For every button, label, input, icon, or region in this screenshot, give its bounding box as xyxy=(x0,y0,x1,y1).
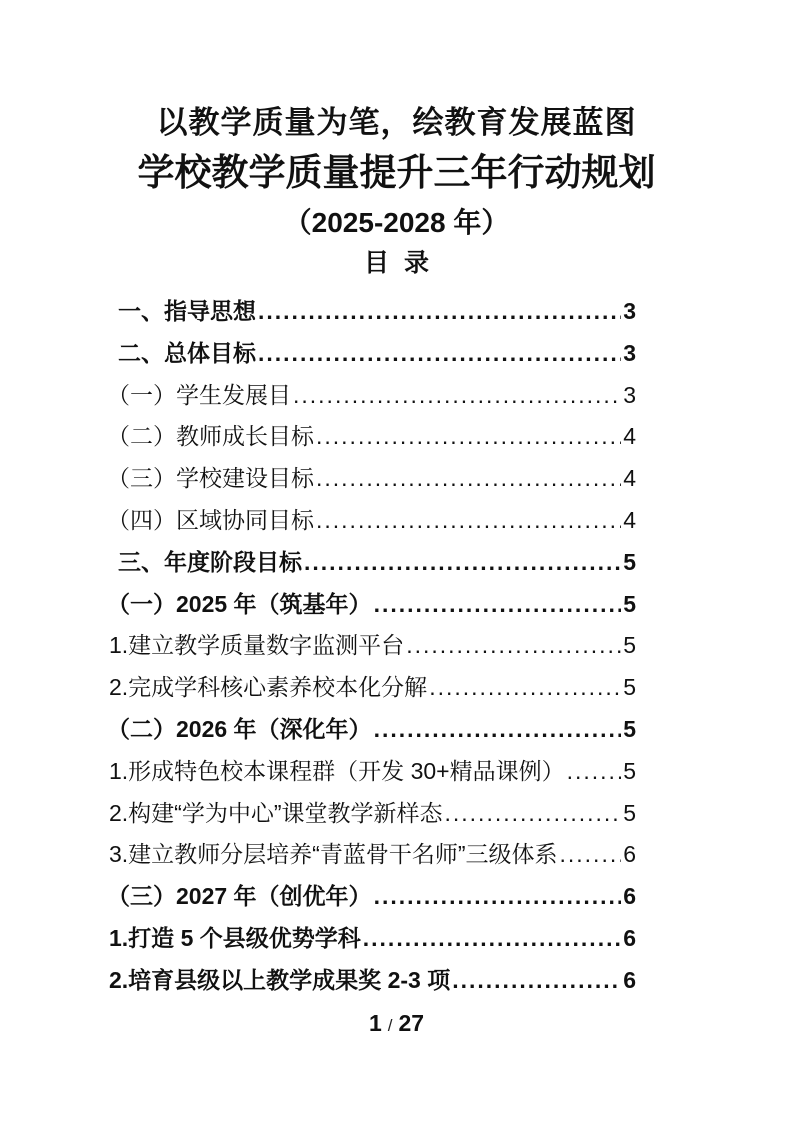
toc-entry-label: 1.形成特色校本课程群（开发 30+精品课例） xyxy=(109,757,565,784)
document-title: 学校教学质量提升三年行动规划 xyxy=(137,152,656,193)
toc-leader-dots xyxy=(560,834,622,876)
toc-entry-page: 4 xyxy=(623,506,636,533)
document-year-range: （2025-2028 年） xyxy=(283,207,510,238)
toc-entry-label: （二）教师成长目标 xyxy=(107,423,314,450)
toc-leader-dots xyxy=(567,751,621,793)
toc-leader-dots xyxy=(429,667,621,709)
toc-entry[interactable] xyxy=(105,793,636,835)
toc-entry[interactable] xyxy=(105,500,636,542)
toc-entry[interactable] xyxy=(105,542,636,584)
toc-entry-page: 6 xyxy=(623,883,636,910)
toc-entry-label: 3.建立教师分层培养“青蓝骨干名师”三级体系 xyxy=(109,841,558,868)
toc-entry-label: 二、总体目标 xyxy=(118,339,256,366)
toc-entry-label: 2.构建“学为中心”课堂教学新样态 xyxy=(109,799,443,826)
toc-entry-page: 6 xyxy=(623,924,636,951)
toc-entry-page: 5 xyxy=(623,715,636,742)
toc-entry-page: 4 xyxy=(623,423,636,450)
toc-entry-label: （四）区域协同目标 xyxy=(107,506,314,533)
document-header xyxy=(0,102,793,282)
toc-entry-page: 5 xyxy=(623,674,636,701)
toc-entry[interactable] xyxy=(105,876,636,918)
toc-entry-label: （一）学生发展目 xyxy=(107,381,291,408)
toc-entry[interactable] xyxy=(105,291,636,333)
toc-entry-page: 3 xyxy=(623,298,636,324)
toc-entry-page: 5 xyxy=(623,590,636,617)
toc-entry[interactable] xyxy=(105,751,636,793)
toc-leader-dots xyxy=(293,375,621,417)
toc-leader-dots xyxy=(363,918,621,960)
toc-entry[interactable] xyxy=(105,918,636,960)
toc-entry-page: 6 xyxy=(623,841,636,868)
toc-entry-page: 5 xyxy=(623,632,636,659)
toc-entry[interactable] xyxy=(105,667,636,709)
toc-leader-dots xyxy=(374,876,621,918)
toc-entry-label: 一、指导思想 xyxy=(118,298,256,324)
toc-entry-page: 4 xyxy=(623,465,636,492)
toc-entry-label: 2.培育县级以上教学成果奖 2-3 项 xyxy=(109,966,451,993)
toc-leader-dots xyxy=(316,416,621,458)
toc-list xyxy=(105,291,636,1002)
toc-entry[interactable] xyxy=(105,416,636,458)
page-number-separator: / xyxy=(387,1016,393,1035)
toc-entry[interactable] xyxy=(105,960,636,1002)
toc-entry-label: 三、年度阶段目标 xyxy=(118,548,302,575)
toc-leader-dots xyxy=(445,793,622,835)
toc-leader-dots xyxy=(316,500,621,542)
toc-entry-page: 5 xyxy=(623,799,636,826)
toc-entry[interactable] xyxy=(105,584,636,626)
toc-entry-page: 6 xyxy=(623,966,636,993)
toc-entry[interactable] xyxy=(105,834,636,876)
toc-entry-page: 5 xyxy=(623,757,636,784)
toc-leader-dots xyxy=(452,960,621,1002)
toc-leader-dots xyxy=(374,709,621,751)
page-number xyxy=(0,1006,793,1043)
toc-entry-label: 1.打造 5 个县级优势学科 xyxy=(109,924,361,951)
toc-entry-label: 1.建立教学质量数字监测平台 xyxy=(109,632,405,659)
toc-leader-dots xyxy=(304,542,621,584)
toc-entry-label: 2.完成学科核心素养校本化分解 xyxy=(109,674,428,701)
total-page-count: 27 xyxy=(398,1010,425,1036)
toc-entry-label: （三）学校建设目标 xyxy=(107,465,314,492)
toc-entry-page: 5 xyxy=(623,548,636,575)
toc-heading: 目 录 xyxy=(364,249,429,277)
toc-leader-dots xyxy=(258,333,621,375)
toc-entry[interactable] xyxy=(105,333,636,375)
toc-entry[interactable] xyxy=(105,375,636,417)
toc-leader-dots xyxy=(316,458,621,500)
document-subtitle: 以教学质量为笔，绘教育发展蓝图 xyxy=(156,105,637,140)
toc-entry[interactable] xyxy=(105,458,636,500)
toc-entry[interactable] xyxy=(105,709,636,751)
toc-entry-page: 3 xyxy=(623,381,636,408)
toc-entry[interactable] xyxy=(105,625,636,667)
toc-leader-dots xyxy=(406,625,621,667)
toc-entry-label: （一）2025 年（筑基年） xyxy=(107,590,372,617)
toc-leader-dots xyxy=(258,291,621,333)
toc-entry-label: （三）2027 年（创优年） xyxy=(107,883,372,910)
toc-entry-label: （二）2026 年（深化年） xyxy=(107,715,372,742)
toc-leader-dots xyxy=(374,584,621,626)
current-page-number: 1 xyxy=(368,1010,382,1036)
toc-entry-page: 3 xyxy=(623,339,636,366)
